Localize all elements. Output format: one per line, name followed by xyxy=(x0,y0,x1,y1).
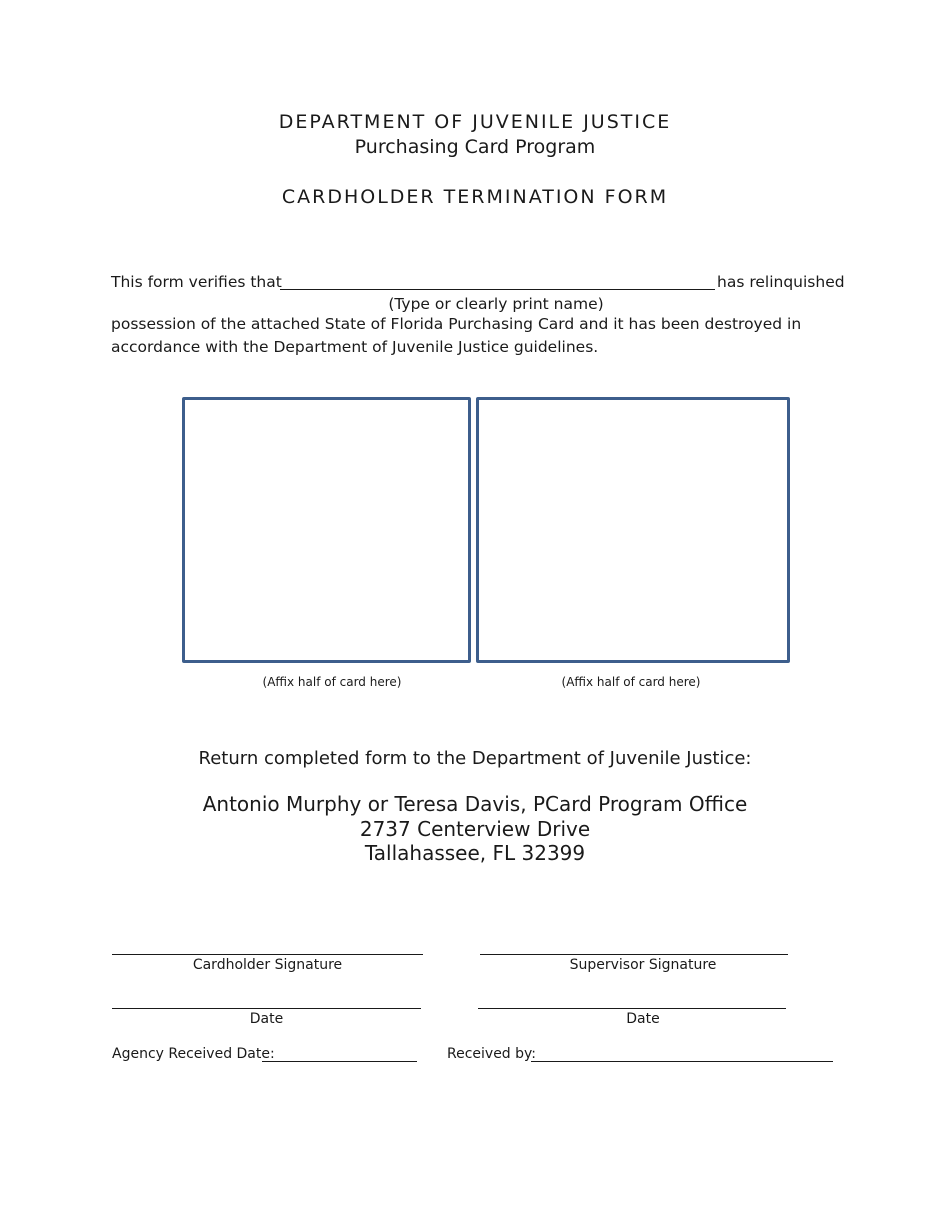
name-field-hint: (Type or clearly print name) xyxy=(388,295,604,313)
card-half-right-caption: (Affix half of card here) xyxy=(561,675,701,689)
agency-received-date-label: Agency Received Date: xyxy=(112,1046,275,1062)
received-by-field[interactable] xyxy=(531,1061,833,1062)
return-city: Tallahassee, FL 32399 xyxy=(364,841,586,865)
verification-text-line-3: accordance with the Department of Juvenile Justice guidelines. xyxy=(111,338,599,356)
cardholder-name-field[interactable] xyxy=(280,289,715,290)
return-contact: Antonio Murphy or Teresa Davis, PCard Program Office xyxy=(202,792,748,816)
agency-received-date-field[interactable] xyxy=(262,1061,417,1062)
card-half-left-caption: (Affix half of card here) xyxy=(262,675,402,689)
card-half-left-box xyxy=(182,397,471,663)
verification-text-line-2: possession of the attached State of Florida Purchasing Card and it has been destroyed in xyxy=(111,315,802,333)
cardholder-signature-label: Cardholder Signature xyxy=(192,957,343,973)
supervisor-signature-label: Supervisor Signature xyxy=(569,957,717,973)
return-street: 2737 Centerview Drive xyxy=(359,817,591,841)
supervisor-signature-field[interactable] xyxy=(480,954,788,955)
cardholder-date-label: Date xyxy=(249,1011,284,1027)
verification-lead-text: This form verifies that xyxy=(111,273,282,291)
return-instruction: Return completed form to the Department of Juvenile Justice: xyxy=(198,748,752,769)
cardholder-date-field[interactable] xyxy=(112,1008,421,1009)
program-name: Purchasing Card Program xyxy=(354,136,596,158)
department-heading: DEPARTMENT OF JUVENILE JUSTICE xyxy=(278,111,672,133)
card-half-right-box xyxy=(476,397,790,663)
supervisor-date-label: Date xyxy=(626,1011,660,1027)
form-title: CARDHOLDER TERMINATION FORM xyxy=(281,186,669,208)
cardholder-signature-field[interactable] xyxy=(112,954,423,955)
received-by-label: Received by: xyxy=(447,1046,537,1062)
verification-tail-text: has relinquished xyxy=(717,273,845,291)
supervisor-date-field[interactable] xyxy=(478,1008,786,1009)
